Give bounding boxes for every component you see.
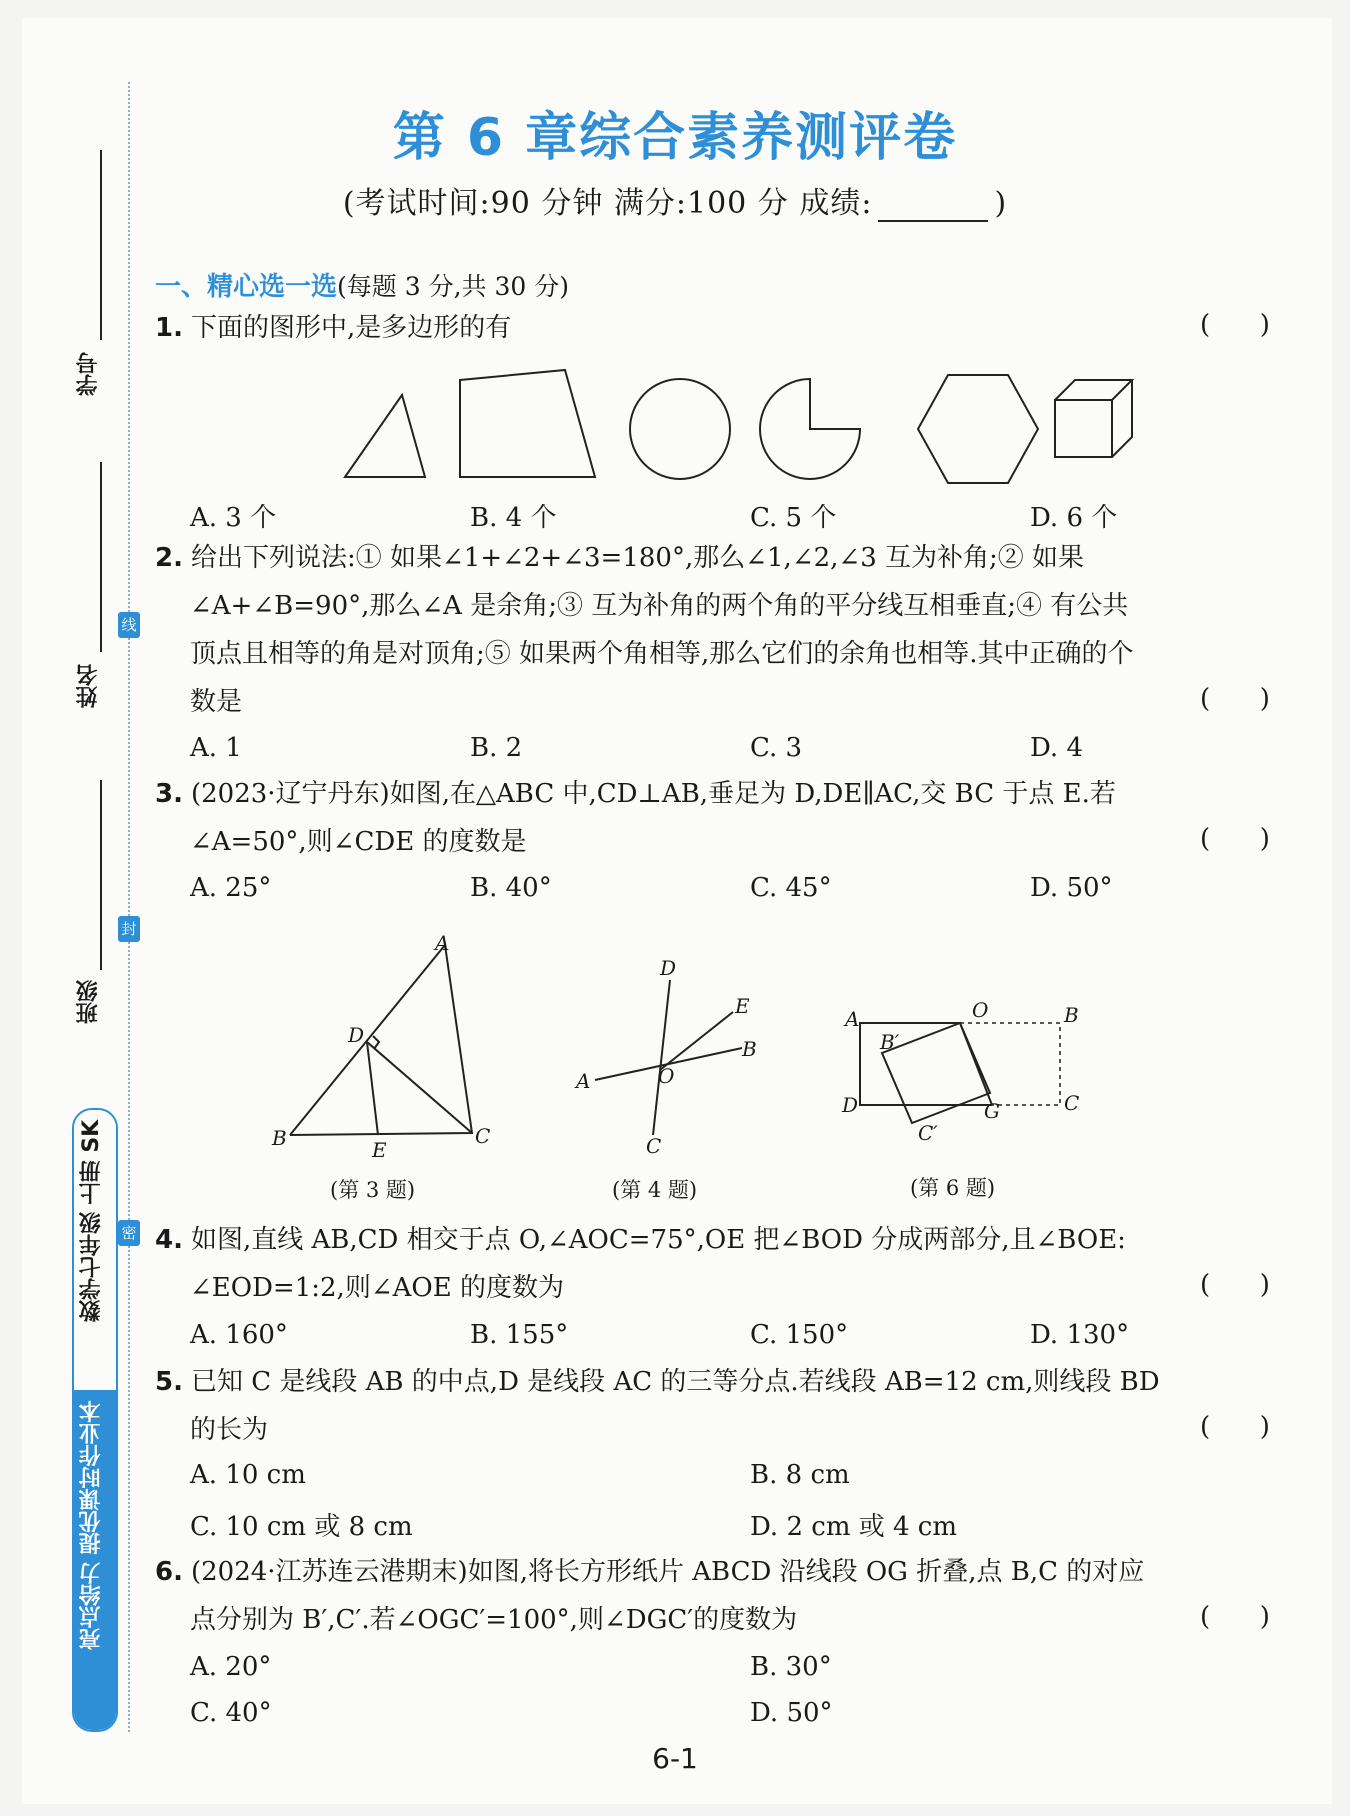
label-A: A bbox=[576, 1069, 591, 1093]
question-2-line-4: 数是 bbox=[190, 687, 243, 717]
label-C: C bbox=[646, 1134, 662, 1155]
option-4c: C. 150° bbox=[750, 1320, 849, 1350]
question-6-line-2: 点分别为 B′,C′.若∠OGC′=100°,则∠DGC′的度数为 bbox=[190, 1605, 798, 1635]
quadrilateral-shape bbox=[460, 370, 595, 477]
option-6c: C. 40° bbox=[190, 1698, 272, 1728]
question-1 bbox=[155, 310, 511, 346]
question-number: 6. bbox=[155, 1557, 183, 1587]
option-3d: D. 50° bbox=[1030, 873, 1113, 903]
book-spine-tab bbox=[72, 1108, 118, 1732]
answer-paren: ( ) bbox=[1200, 1602, 1270, 1632]
question-2-line-2: ∠A+∠B=90°,那么∠A 是余角;③ 互为补角的两个角的平分线互相垂直;④ 有公共 bbox=[190, 591, 1129, 621]
spine-grade-label: 数学七年级 上册 SK bbox=[79, 1120, 104, 1323]
caption-q4: (第 4 题) bbox=[612, 1178, 698, 1202]
hexagon-shape bbox=[918, 375, 1038, 483]
option-4b: B. 155° bbox=[470, 1320, 569, 1350]
seal-mark-seal: 封 bbox=[118, 916, 140, 942]
answer-paren: ( ) bbox=[1200, 310, 1270, 340]
class-blank bbox=[100, 780, 102, 970]
question-3 bbox=[155, 776, 1116, 812]
option-2c: C. 3 bbox=[750, 733, 803, 763]
option-5d: D. 2 cm 或 4 cm bbox=[750, 1512, 958, 1542]
option-6b: B. 30° bbox=[750, 1652, 832, 1682]
question-text: 给出下列说法:① 如果∠1+∠2+∠3=180°,那么∠1,∠2,∠3 互为补角;② 如果 bbox=[190, 543, 1085, 573]
label-A: A bbox=[845, 1007, 860, 1031]
section-note: (每题 3 分,共 30 分) bbox=[337, 272, 569, 301]
option-2a: A. 1 bbox=[190, 733, 242, 763]
question-4-line-2: ∠EOD=1:2,则∠AOE 的度数为 bbox=[190, 1273, 564, 1303]
name-blank bbox=[100, 462, 102, 652]
student-no-label: 学号 bbox=[76, 352, 101, 396]
label-C: C bbox=[475, 1124, 491, 1148]
option-3a: A. 25° bbox=[190, 873, 272, 903]
question-number: 2. bbox=[155, 543, 183, 573]
label-O: O bbox=[972, 998, 989, 1022]
option-1a: A. 3 个 bbox=[190, 503, 277, 533]
question-text: (2024·江苏连云港期末)如图,将长方形纸片 ABCD 沿线段 OG 折叠,点 B,C 的对应 bbox=[190, 1557, 1145, 1587]
question-4 bbox=[155, 1222, 1126, 1258]
option-2d: D. 4 bbox=[1030, 733, 1083, 763]
question-number: 1. bbox=[155, 313, 183, 343]
binding-dotted-line bbox=[128, 82, 130, 1732]
question-number: 3. bbox=[155, 779, 183, 809]
option-4d: D. 130° bbox=[1030, 1320, 1130, 1350]
exam-info-close: ) bbox=[994, 186, 1008, 221]
option-5c: C. 10 cm 或 8 cm bbox=[190, 1512, 413, 1542]
answer-paren: ( ) bbox=[1200, 684, 1270, 714]
circle-shape bbox=[630, 379, 730, 479]
question-3-line-2: ∠A=50°,则∠CDE 的度数是 bbox=[190, 827, 527, 857]
label-C: C bbox=[1064, 1091, 1080, 1115]
label-O: O bbox=[658, 1064, 675, 1088]
option-1c: C. 5 个 bbox=[750, 503, 837, 533]
option-5b: B. 8 cm bbox=[750, 1460, 850, 1490]
question-number: 4. bbox=[155, 1225, 183, 1255]
figure-q4 bbox=[570, 955, 770, 1155]
label-B: B bbox=[272, 1126, 287, 1150]
label-E: E bbox=[735, 994, 750, 1018]
question-2 bbox=[155, 540, 1084, 576]
page-title: 第 6 章综合素养测评卷 bbox=[392, 108, 958, 168]
triangle-shape bbox=[345, 395, 425, 477]
class-label: 班级 bbox=[76, 980, 101, 1024]
question-text: 已知 C 是线段 AB 的中点,D 是线段 AC 的三等分点.若线段 AB=12 cm,则线段 BD bbox=[190, 1367, 1160, 1397]
question-text: 下面的图形中,是多边形的有 bbox=[190, 313, 512, 343]
label-G: G bbox=[984, 1099, 1000, 1123]
spine-series-label: 亮点给力 提优课时作业本 bbox=[79, 1400, 104, 1650]
option-6a: A. 20° bbox=[190, 1652, 272, 1682]
label-C-prime: C′ bbox=[918, 1121, 938, 1145]
option-1d: D. 6 个 bbox=[1030, 503, 1118, 533]
question-text: 如图,直线 AB,CD 相交于点 O,∠AOC=75°,OE 把∠BOD 分成两部分,且∠BOE: bbox=[190, 1225, 1126, 1255]
answer-paren: ( ) bbox=[1200, 1270, 1270, 1300]
figure-q3 bbox=[270, 930, 500, 1160]
caption-q3: (第 3 题) bbox=[330, 1178, 416, 1202]
question-text: (2023·辽宁丹东)如图,在△ABC 中,CD⊥AB,垂足为 D,DE∥AC,交 BC 于点 E.若 bbox=[190, 779, 1116, 809]
question-5 bbox=[155, 1364, 1160, 1400]
section-title: 一、精心选一选 bbox=[155, 272, 338, 302]
option-3c: C. 45° bbox=[750, 873, 832, 903]
option-2b: B. 2 bbox=[470, 733, 523, 763]
label-D: D bbox=[348, 1023, 365, 1047]
answer-paren: ( ) bbox=[1200, 1412, 1270, 1442]
seal-mark-line: 线 bbox=[118, 612, 140, 638]
caption-q6: (第 6 题) bbox=[910, 1176, 996, 1200]
cube-shape bbox=[1055, 380, 1132, 457]
label-B-prime: B′ bbox=[880, 1030, 900, 1054]
figure-shapes-q1 bbox=[330, 355, 1140, 485]
exam-info-text: (考试时间:90 分钟 满分:100 分 成绩: bbox=[342, 186, 873, 221]
page-number: 6-1 bbox=[652, 1742, 698, 1775]
sector-shape bbox=[760, 379, 860, 479]
label-B: B bbox=[1064, 1003, 1079, 1027]
question-2-line-3: 顶点且相等的角是对顶角;⑤ 如果两个角相等,那么它们的余角也相等.其中正确的个 bbox=[190, 639, 1134, 669]
option-5a: A. 10 cm bbox=[190, 1460, 306, 1490]
exam-info bbox=[0, 178, 1350, 222]
section-heading bbox=[155, 266, 569, 303]
name-label: 姓名 bbox=[76, 664, 101, 708]
label-D: D bbox=[660, 956, 677, 980]
option-3b: B. 40° bbox=[470, 873, 552, 903]
label-D: D bbox=[842, 1093, 859, 1117]
option-6d: D. 50° bbox=[750, 1698, 833, 1728]
label-A: A bbox=[435, 931, 450, 955]
label-B: B bbox=[742, 1037, 757, 1061]
figure-q6 bbox=[840, 995, 1100, 1155]
question-number: 5. bbox=[155, 1367, 183, 1397]
option-1b: B. 4 个 bbox=[470, 503, 557, 533]
answer-paren: ( ) bbox=[1200, 824, 1270, 854]
question-5-line-2: 的长为 bbox=[190, 1415, 269, 1445]
option-4a: A. 160° bbox=[190, 1320, 288, 1350]
score-blank bbox=[878, 192, 988, 222]
question-6 bbox=[155, 1554, 1144, 1590]
label-E: E bbox=[372, 1138, 387, 1160]
seal-mark-secret: 密 bbox=[118, 1220, 140, 1246]
